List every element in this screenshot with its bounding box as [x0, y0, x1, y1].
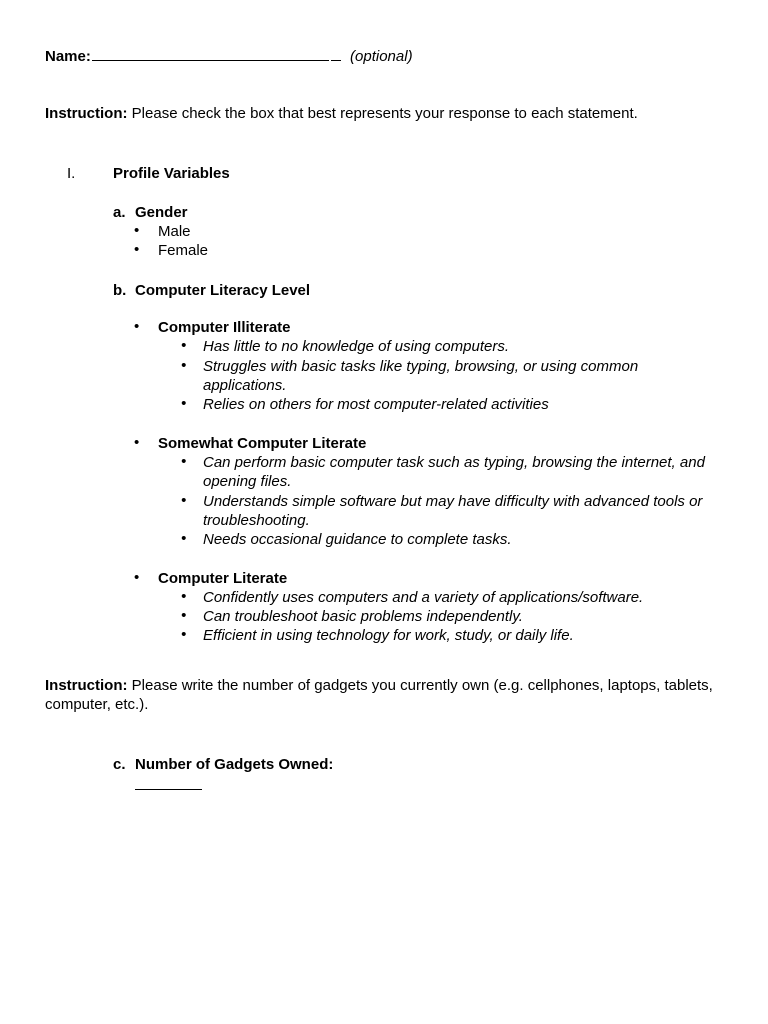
bullet-icon: • — [134, 222, 140, 239]
bullet-icon: • — [134, 434, 140, 451]
somewhat-item-1: Can perform basic computer task such as typing, browsing the internet, and opening files. — [203, 454, 705, 490]
sub-bullet-icon: • — [181, 626, 187, 643]
somewhat-item-2: Understands simple software but may have difficulty with advanced tools or troubleshooting. — [203, 493, 703, 529]
sub-bullet-icon: • — [181, 530, 187, 547]
illiterate-item-2: Struggles with basic tasks like typing, browsing, or using common applications. — [203, 358, 639, 394]
name-blank-line-tail — [331, 46, 341, 61]
gender-option-male[interactable]: Male — [158, 223, 191, 240]
sub-bullet-icon: • — [181, 453, 187, 470]
name-label: Name: — [45, 48, 91, 65]
bullet-icon: • — [134, 241, 140, 258]
section-title: Profile Variables — [113, 165, 230, 182]
sub-bullet-icon: • — [181, 395, 187, 412]
sub-bullet-icon: • — [181, 607, 187, 624]
gadgets-title: Number of Gadgets Owned: — [135, 756, 334, 773]
sub-bullet-icon: • — [181, 492, 187, 509]
instruction-1-text: Please check the box that best represents your response to each statement. — [127, 105, 638, 122]
gadgets-marker: c. — [113, 756, 126, 773]
sub-bullet-icon: • — [181, 588, 187, 605]
literacy-level-illiterate[interactable]: Computer Illiterate — [158, 319, 291, 336]
literacy-level-literate[interactable]: Computer Literate — [158, 570, 288, 587]
bullet-icon: • — [134, 318, 140, 335]
illiterate-item-1: Has little to no knowledge of using computers. — [203, 338, 509, 355]
instruction-1 — [45, 104, 735, 123]
gender-marker: a. — [113, 204, 126, 221]
literate-item-2: Can troubleshoot basic problems independently. — [203, 608, 523, 625]
literacy-level-somewhat[interactable]: Somewhat Computer Literate — [158, 435, 367, 452]
instruction-2-label: Instruction: — [45, 677, 128, 694]
bullet-icon: • — [134, 569, 140, 586]
section-numeral: I. — [67, 165, 76, 182]
illiterate-item-3: Relies on others for most computer-related activities — [203, 396, 549, 413]
instruction-2-text: Please write the number of gadgets you currently own (e.g. cellphones, laptops, tablets, computer, etc.). — [45, 677, 713, 713]
name-blank-line[interactable] — [92, 46, 329, 61]
literacy-title: Computer Literacy Level — [135, 282, 311, 299]
gadgets-answer-line[interactable] — [135, 789, 202, 790]
optional-note: (optional) — [350, 48, 413, 65]
instruction-1-label: Instruction: — [45, 105, 128, 122]
literate-item-3: Efficient in using technology for work, study, or daily life. — [203, 627, 574, 644]
name-row — [45, 46, 413, 66]
gender-title: Gender — [135, 204, 188, 221]
instruction-2 — [45, 676, 735, 714]
literacy-marker: b. — [113, 282, 127, 299]
sub-bullet-icon: • — [181, 357, 187, 374]
literate-item-1: Confidently uses computers and a variety of applications/software. — [203, 589, 644, 606]
sub-bullet-icon: • — [181, 337, 187, 354]
somewhat-item-3: Needs occasional guidance to complete tasks. — [203, 531, 512, 548]
gender-option-female[interactable]: Female — [158, 242, 209, 259]
